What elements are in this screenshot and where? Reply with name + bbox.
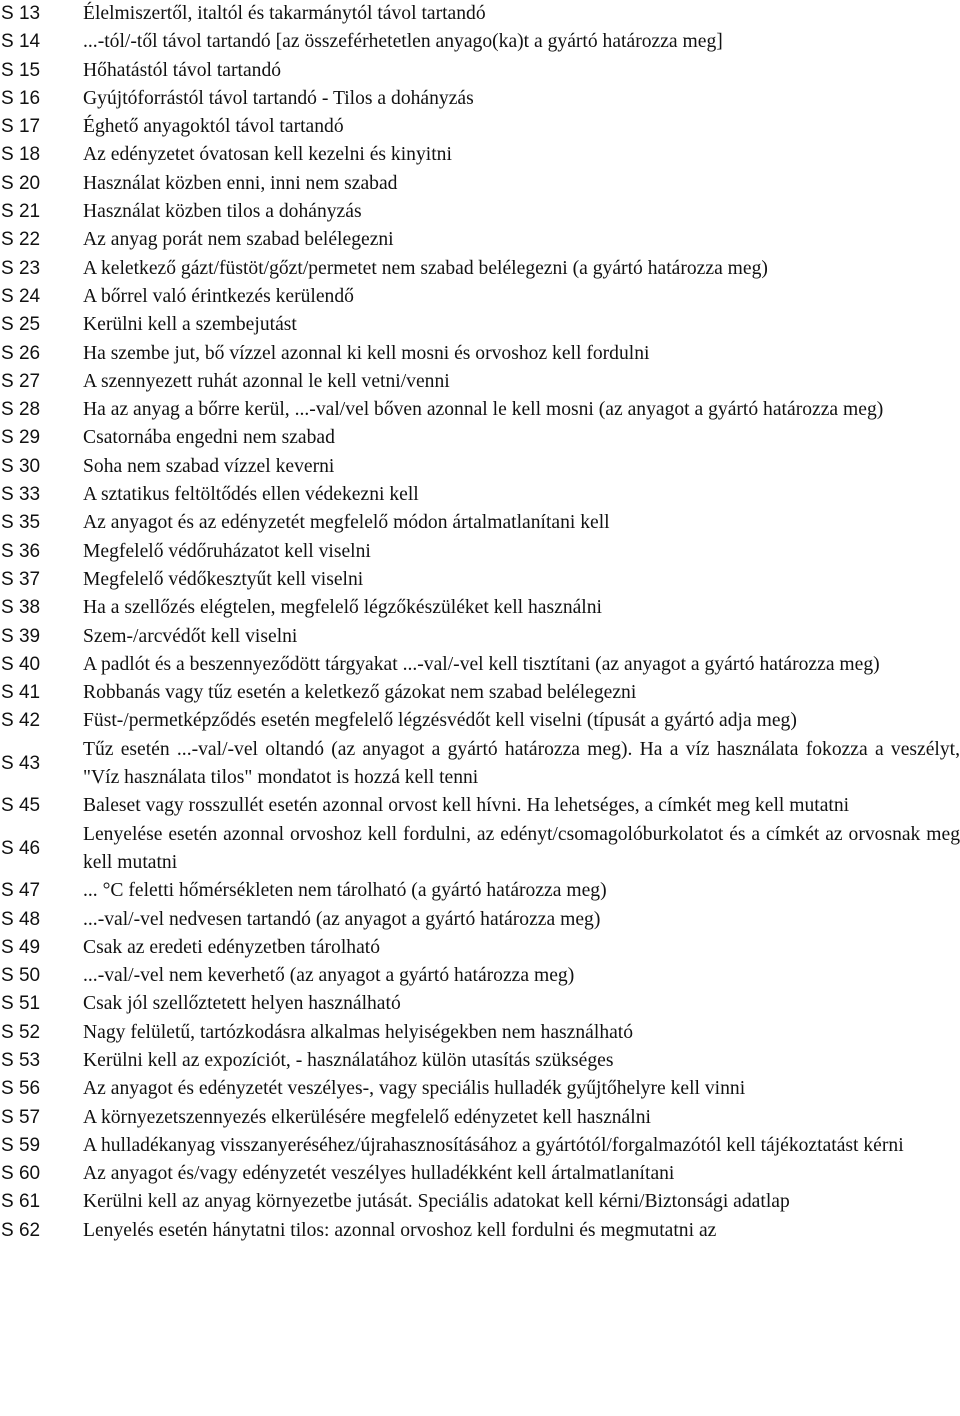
phrase-row [0, 736, 960, 793]
phrase-code: S 13 [1, 3, 41, 24]
phrase-text: Lenyelése esetén azonnal orvoshoz kell fordulni, az edényt/csomagolóburkolatot és a címkét az orvosnak meg kell mutatni [83, 823, 960, 873]
phrase-text: A keletkező gázt/füstöt/gőzt/permetet nem szabad belélegezni (a gyártó határozza meg) [83, 257, 768, 279]
phrase-code: S 43 [1, 752, 41, 774]
phrase-text: Gyújtóforrástól távol tartandó - Tilos a dohányzás [83, 87, 474, 109]
phrase-row [0, 1047, 960, 1075]
phrase-row [0, 0, 960, 28]
phrase-row [0, 1217, 960, 1245]
phrase-row [0, 226, 960, 254]
phrase-code: S 53 [1, 1049, 41, 1071]
phrase-text: Használat közben enni, inni nem szabad [83, 172, 398, 194]
phrase-text: Az anyagot és edényzetét veszélyes-, vagy speciális hulladék gyűjtőhelyre kell vinni [83, 1078, 746, 1100]
phrase-code: S 48 [1, 908, 41, 930]
phrase-text: A bőrrel való érintkezés kerülendő [83, 285, 354, 307]
phrase-text: ...-tól/-től távol tartandó [az összeférhetetlen anyago(ka)t a gyártó határozza meg] [83, 31, 723, 53]
phrase-code: S 18 [1, 144, 41, 166]
phrase-row [0, 792, 960, 820]
phrase-code: S 41 [1, 682, 41, 704]
phrase-row [0, 424, 960, 452]
phrase-code: S 24 [1, 285, 41, 307]
phrase-code: S 14 [1, 31, 41, 53]
phrase-code: S 52 [1, 1021, 41, 1043]
phrase-code: S 42 [1, 710, 41, 732]
phrase-text: Baleset vagy rosszullét esetén azonnal orvost kell hívni. Ha lehetséges, a címkét meg kell mutatni [83, 795, 850, 817]
phrase-row [0, 198, 960, 226]
phrase-row [0, 679, 960, 707]
phrase-row [0, 311, 960, 339]
phrase-code: S 20 [1, 172, 41, 194]
phrase-code: S 36 [1, 540, 41, 562]
phrase-code: S 17 [1, 116, 41, 138]
phrase-text: Hőhatástól távol tartandó [83, 59, 282, 81]
phrase-text: Kerülni kell az expozíciót, - használatához külön utasítás szükséges [83, 1049, 614, 1071]
phrase-row [0, 141, 960, 169]
phrase-code: S 26 [1, 342, 41, 364]
phrase-text: Élelmiszertől, italtól és takarmánytól távol tartandó [83, 3, 486, 24]
phrase-row [0, 1188, 960, 1216]
phrase-code: S 33 [1, 484, 41, 506]
phrase-text: Ha a szellőzés elégtelen, megfelelő légzőkészüléket kell használni [83, 597, 602, 619]
phrase-code: S 51 [1, 993, 41, 1015]
phrase-row [0, 1075, 960, 1103]
phrase-text: Ha az anyag a bőrre kerül, ...-val/vel bőven azonnal le kell mosni (az anyagot a gyártó határozza meg) [83, 399, 884, 421]
phrase-row [0, 538, 960, 566]
phrase-row [0, 340, 960, 368]
phrase-text: Soha nem szabad vízzel keverni [83, 455, 335, 477]
phrase-code: S 47 [1, 880, 41, 902]
phrase-code: S 21 [1, 201, 41, 223]
phrase-text: Használat közben tilos a dohányzás [83, 201, 362, 223]
phrase-row [0, 170, 960, 198]
phrase-text: Tűz esetén ...-val/-vel oltandó (az anyagot a gyártó határozza meg). Ha a víz használata fokozza a veszélyt, "Víz használata tilos" mondatot is hozzá kell tenni [83, 738, 960, 789]
phrase-text: Csak az eredeti edényzetben tárolható [83, 936, 381, 958]
phrase-text: ... °C feletti hőmérsékleten nem tárolható (a gyártó határozza meg) [83, 880, 607, 902]
phrase-row [0, 255, 960, 283]
phrase-row [0, 877, 960, 905]
phrase-text: Az anyagot és/vagy edényzetét veszélyes hulladékként kell ártalmatlanítani [83, 1163, 675, 1185]
phrase-code: S 61 [1, 1191, 41, 1213]
phrase-text: ...-val/-vel nedvesen tartandó (az anyagot a gyártó határozza meg) [83, 908, 601, 930]
phrase-text: Ha szembe jut, bő vízzel azonnal ki kell mosni és orvoshoz kell fordulni [83, 342, 650, 364]
phrase-text: Az anyag porát nem szabad belélegezni [83, 229, 394, 251]
phrase-row [0, 962, 960, 990]
phrase-code: S 59 [1, 1134, 41, 1156]
phrase-code: S 39 [1, 625, 41, 647]
phrase-text: Csak jól szellőztetett helyen használható [83, 993, 401, 1015]
phrase-row [0, 57, 960, 85]
phrase-row [0, 396, 960, 424]
phrase-text: Éghető anyagoktól távol tartandó [83, 116, 344, 138]
phrase-text: A szennyezett ruhát azonnal le kell vetni/venni [83, 370, 450, 392]
phrase-code: S 30 [1, 455, 41, 477]
phrase-text: Kerülni kell a szembejutást [83, 314, 297, 336]
phrase-code: S 46 [1, 837, 41, 859]
phrase-row [0, 28, 960, 56]
phrase-text: Szem-/arcvédőt kell viselni [83, 625, 298, 647]
phrase-row [0, 623, 960, 651]
phrase-row [0, 990, 960, 1018]
phrase-row [0, 1160, 960, 1188]
phrase-row [0, 707, 960, 735]
phrase-code: S 27 [1, 370, 41, 392]
phrase-row [0, 1019, 960, 1047]
phrase-row [0, 566, 960, 594]
phrase-code: S 60 [1, 1163, 41, 1185]
phrase-row [0, 934, 960, 962]
phrase-code: S 56 [1, 1078, 41, 1100]
phrase-code: S 57 [1, 1106, 41, 1128]
phrase-code: S 62 [1, 1219, 41, 1241]
phrase-text: Lenyelés esetén hánytatni tilos: azonnal orvoshoz kell fordulni és megmutatni az [83, 1219, 717, 1241]
phrase-row [0, 1104, 960, 1132]
phrase-row [0, 368, 960, 396]
phrase-text: Megfelelő védőruházatot kell viselni [83, 540, 371, 562]
phrase-code: S 45 [1, 795, 41, 817]
phrase-text: Az anyagot és az edényzetét megfelelő módon ártalmatlanítani kell [83, 512, 610, 534]
phrase-code: S 23 [1, 257, 41, 279]
phrase-code: S 15 [1, 59, 41, 81]
phrase-row [0, 594, 960, 622]
phrase-row [0, 821, 960, 878]
phrase-text: A környezetszennyezés elkerülésére megfelelő edényzetet kell használni [83, 1106, 651, 1128]
phrase-text: Megfelelő védőkesztyűt kell viselni [83, 568, 364, 590]
phrase-text: Robbanás vagy tűz esetén a keletkező gázokat nem szabad belélegezni [83, 682, 637, 704]
phrase-row [0, 509, 960, 537]
phrase-text: Füst-/permetképződés esetén megfelelő légzésvédőt kell viselni (típusát a gyártó adja meg) [83, 710, 797, 732]
phrase-text: A hulladékanyag visszanyeréséhez/újrahasznosításához a gyártótól/forgalmazótól kell tájékoztatást kérni [83, 1134, 904, 1156]
phrase-text: Az edényzetet óvatosan kell kezelni és kinyitni [83, 144, 452, 166]
phrase-row [0, 283, 960, 311]
phrase-text: A sztatikus feltöltődés ellen védekezni kell [83, 484, 419, 506]
phrase-code: S 49 [1, 936, 41, 958]
phrase-text: Nagy felületű, tartózkodásra alkalmas helyiségekben nem használható [83, 1021, 634, 1043]
phrase-code: S 40 [1, 653, 41, 675]
phrase-code: S 38 [1, 597, 41, 619]
phrase-code: S 37 [1, 568, 41, 590]
phrase-text: A padlót és a beszennyeződött tárgyakat ...-val/-vel kell tisztítani (az anyagot a gyártó határozza meg) [83, 653, 880, 675]
phrase-row [0, 113, 960, 141]
phrase-text: Kerülni kell az anyag környezetbe jutását. Speciális adatokat kell kérni/Biztonsági adatlap [83, 1191, 790, 1213]
phrase-row [0, 1132, 960, 1160]
phrase-text: Csatornába engedni nem szabad [83, 427, 335, 449]
phrase-code: S 28 [1, 399, 41, 421]
phrase-code: S 29 [1, 427, 41, 449]
phrase-row [0, 651, 960, 679]
phrase-row [0, 481, 960, 509]
phrase-code: S 22 [1, 229, 41, 251]
phrase-code: S 16 [1, 87, 41, 109]
phrase-text: ...-val/-vel nem keverhető (az anyagot a gyártó határozza meg) [83, 965, 575, 987]
phrase-row [0, 85, 960, 113]
phrase-code: S 50 [1, 965, 41, 987]
phrase-code: S 25 [1, 314, 41, 336]
phrase-row [0, 453, 960, 481]
phrase-row [0, 906, 960, 934]
phrase-code: S 35 [1, 512, 41, 534]
